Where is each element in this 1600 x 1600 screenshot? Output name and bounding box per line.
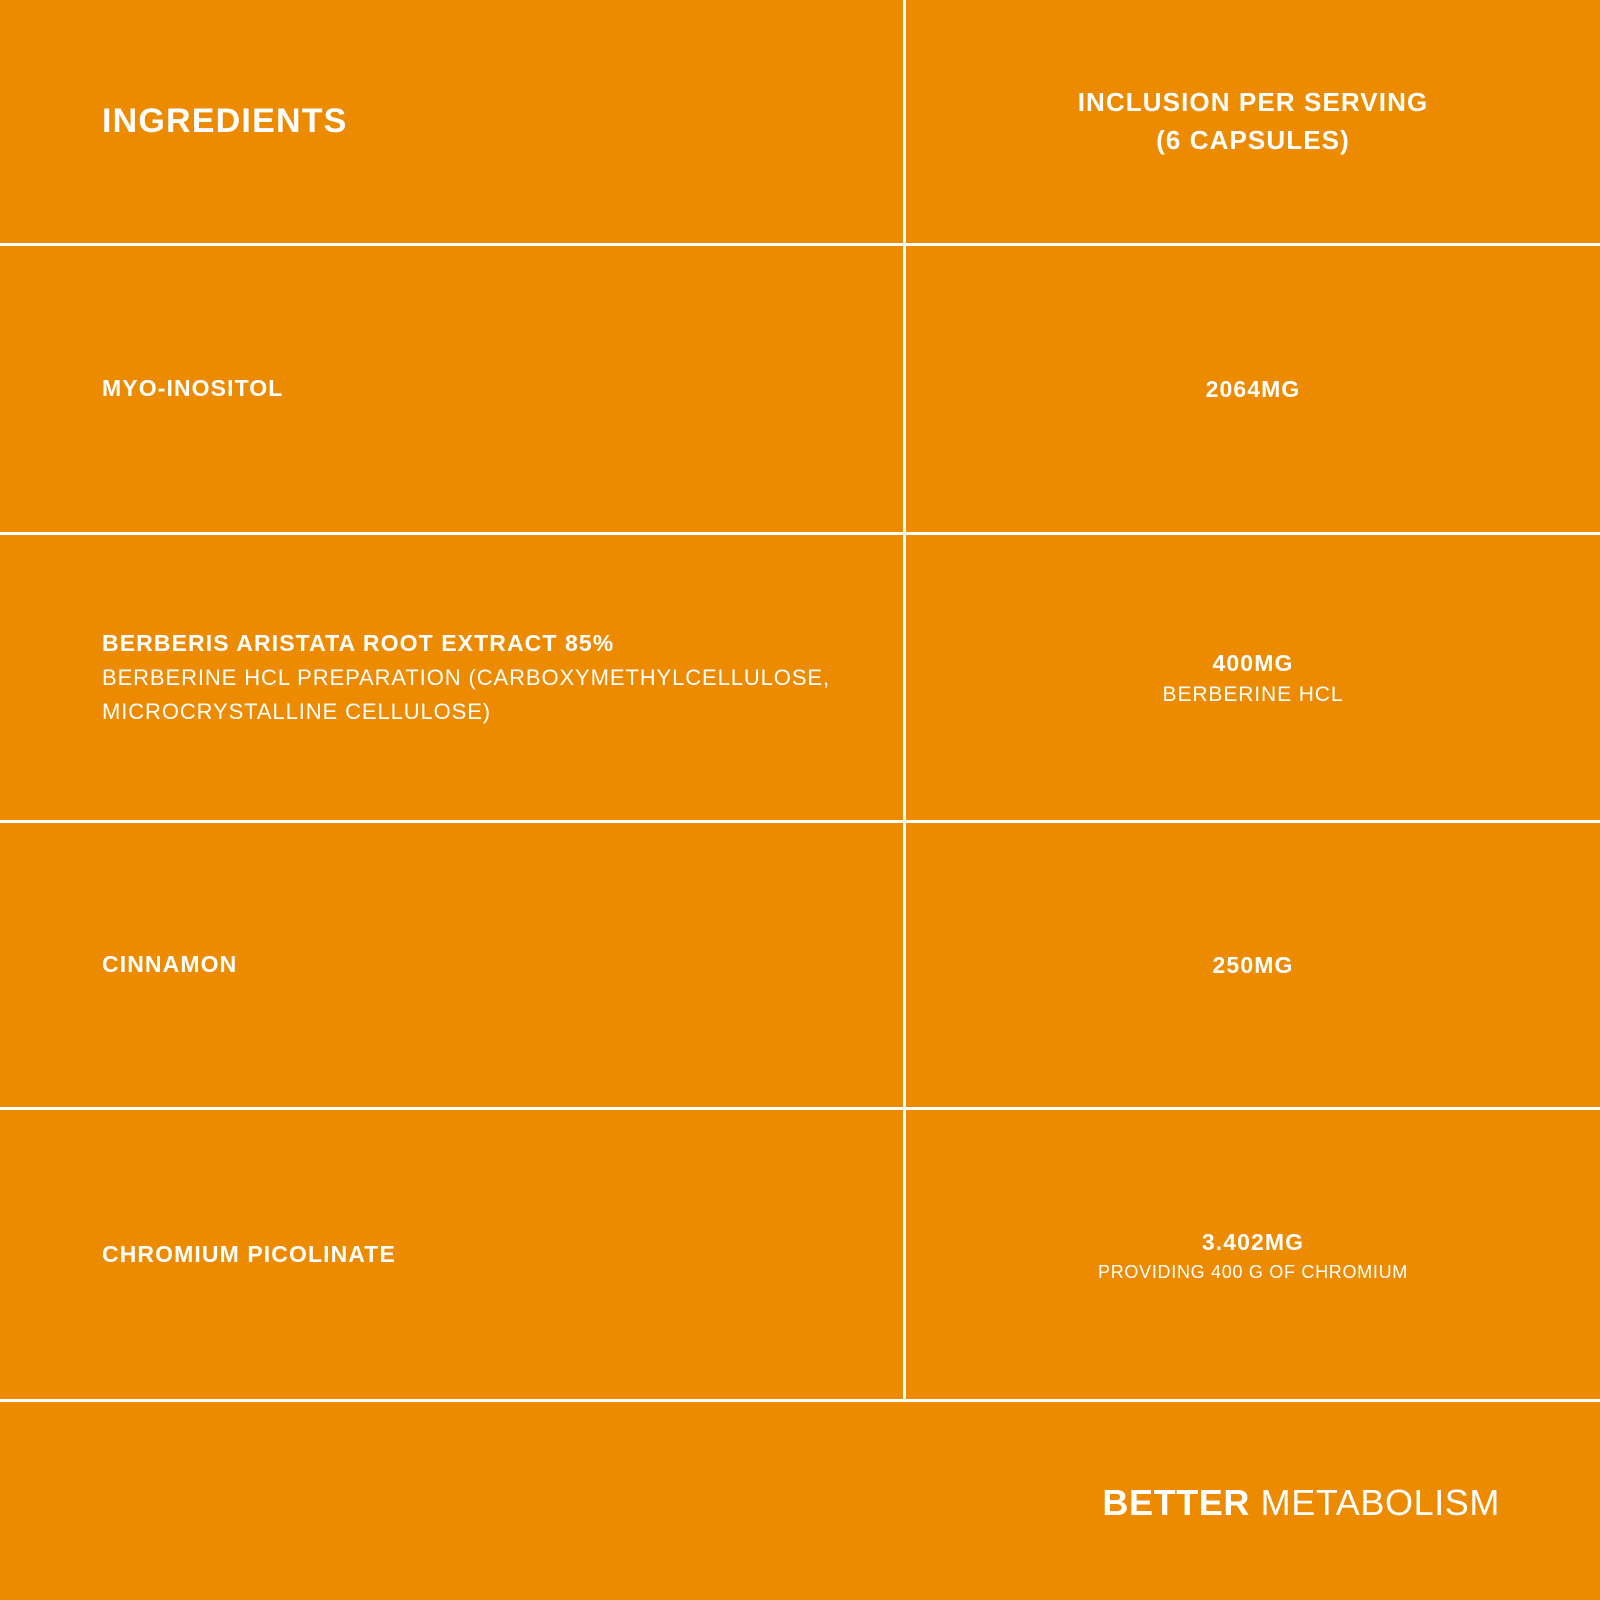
table-row (0, 1110, 1600, 1402)
amount-cell (906, 1110, 1600, 1399)
amount-value: 2064MG (1205, 375, 1301, 402)
header-cell-ingredients (0, 0, 906, 243)
amount-text-block (1213, 948, 1294, 983)
amount-value: 250MG (1212, 951, 1294, 978)
amount-value: 3.402MG (1201, 1229, 1305, 1256)
amount-cell (906, 246, 1600, 532)
amount-value: 400MG (1212, 650, 1294, 677)
ingredient-name: CINNAMON (102, 951, 238, 978)
ingredient-text-block (102, 1237, 396, 1273)
amount-detail: PROVIDING 400 G OF CHROMIUM (1098, 1261, 1408, 1282)
amount-text-block (1098, 1225, 1408, 1284)
amount-cell (906, 535, 1600, 820)
ingredient-text-block (102, 947, 237, 983)
ingredient-cell (0, 535, 906, 820)
brand-light: METABOLISM (1260, 1481, 1500, 1523)
ingredient-name: BERBERIS ARISTATA ROOT EXTRACT 85% (102, 629, 615, 656)
amount-text-block (1163, 646, 1344, 709)
header-cell-inclusion (906, 0, 1600, 243)
brand-strong: BETTER (1102, 1481, 1251, 1523)
column-header-inclusion (1078, 84, 1429, 159)
amount-text-block (1206, 372, 1301, 407)
ingredient-cell (0, 246, 906, 532)
column-header-ingredients: INGREDIENTS (102, 102, 348, 141)
table-row (0, 535, 1600, 823)
brand-lockup (1102, 1482, 1500, 1524)
ingredient-detail: BERBERINE HCL PREPARATION (CARBOXYMETHYLCELLULOSE, MICROCRYSTALLINE CELLULOSE) (102, 665, 830, 725)
column-header-inclusion-line1: INCLUSION PER SERVING (1077, 86, 1429, 117)
amount-detail: BERBERINE HCL (1162, 682, 1344, 706)
ingredient-text-block (102, 626, 872, 730)
table-header-row (0, 0, 1600, 246)
table-row (0, 246, 1600, 535)
ingredient-cell (0, 823, 906, 1107)
ingredient-cell (0, 1110, 906, 1399)
column-header-inclusion-line2: (6 CAPSULES) (1156, 124, 1350, 155)
footer (0, 1405, 1600, 1600)
ingredient-name: CHROMIUM PICOLINATE (102, 1240, 396, 1267)
amount-cell (906, 823, 1600, 1107)
ingredient-text-block (102, 371, 283, 407)
table-row (0, 823, 1600, 1110)
ingredient-name: MYO-INOSITOL (102, 375, 284, 402)
